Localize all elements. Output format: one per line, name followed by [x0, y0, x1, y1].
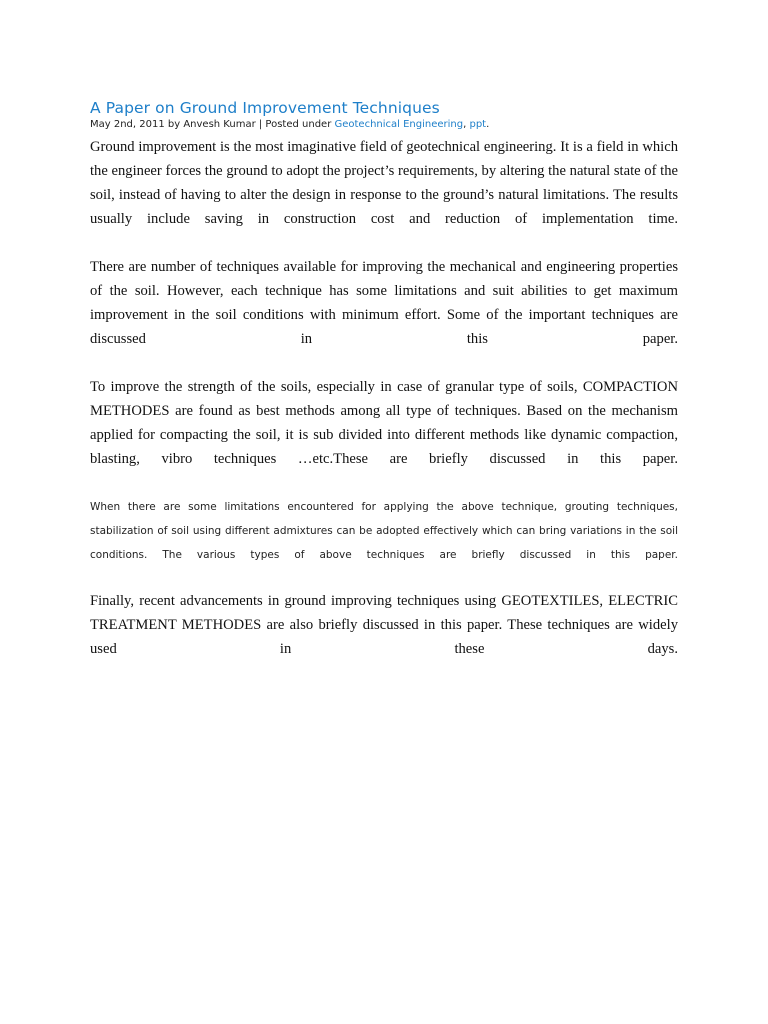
document-page [90, 98, 678, 661]
paragraph-intro: Ground improvement is the most imaginative field of geotechnical engineering. It is a field in which the engineer forces the ground to adopt the project’s requirements, by altering the natural state of the soil, instead of having to alter the design in response to the ground’s natural limitations. The results usually include saving in construction cost and reduction of implementation time. [90, 139, 678, 227]
meta-suffix: . [486, 119, 490, 130]
category-link-geotechnical[interactable]: Geotechnical Engineering [334, 119, 464, 130]
category-link-ppt[interactable]: ppt [469, 119, 487, 130]
paragraph-grouting: When there are some limitations encountered for applying the above technique, grouting techniques, stabilization of soil using different admixtures can be adopted effectively which can bring variations in the soil conditions. The various types of above techniques are briefly discussed in this paper. [90, 501, 678, 561]
paragraph-advancements: Finally, recent advancements in ground improving techniques using GEOTEXTILES, ELECTRIC TREATMENT METHODES are also briefly discussed in this paper. These techniques are widely used in these days. [90, 593, 678, 657]
meta-separator: , [463, 119, 470, 130]
article-meta [90, 118, 678, 131]
paragraph-compaction: To improve the strength of the soils, especially in case of granular type of soils, COMPACTION METHODES are found as best methods among all type of techniques. Based on the mechanism applied for compacting the soil, it is sub divided into different methods like dynamic compaction, blasting, vibro techniques …etc.These are briefly discussed in this paper. [90, 379, 678, 467]
paragraph-techniques: There are number of techniques available for improving the mechanical and engineering properties of the soil. However, each technique has some limitations and suit abilities to get maximum improvement in the soil conditions with minimum effort. Some of the important techniques are discussed in this paper. [90, 259, 678, 347]
article-title: A Paper on Ground Improvement Techniques [90, 99, 440, 117]
meta-prefix: May 2nd, 2011 by Anvesh Kumar | Posted under [90, 119, 335, 130]
